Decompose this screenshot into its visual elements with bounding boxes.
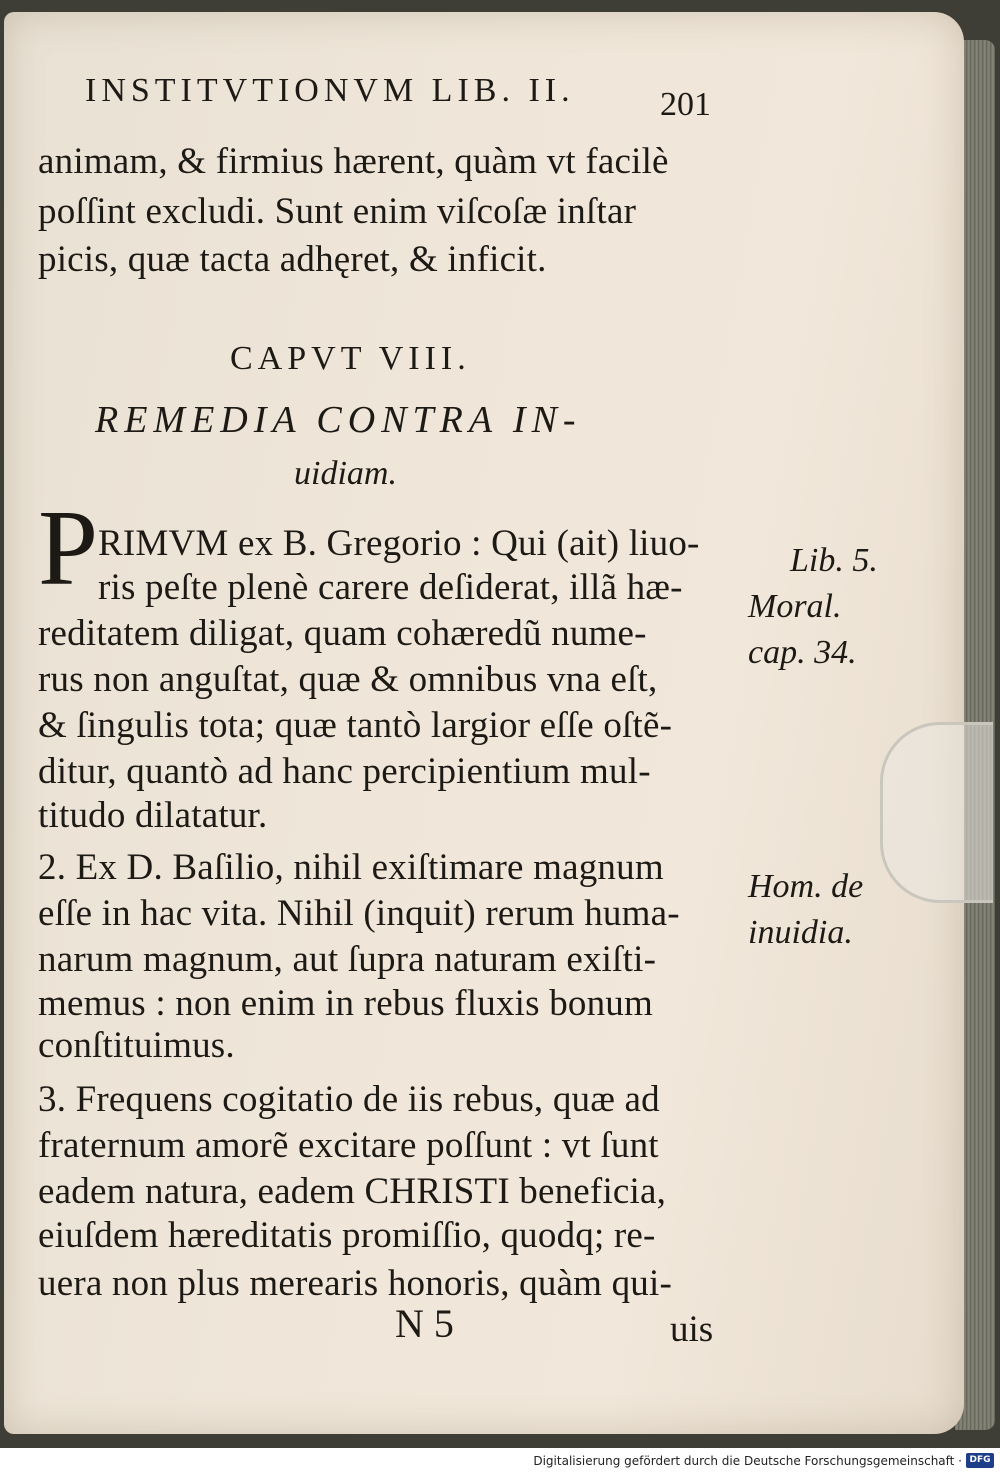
page-clip [880,722,993,903]
text-line: poſſint excludi. Sunt enim viſcoſæ inſtar [38,191,637,232]
text-line: eadem natura, eadem CHRISTI beneficia, [38,1171,667,1212]
text-line: & ſingulis tota; quæ tantò largior eſſe oſtẽ- [38,705,673,746]
chapter-heading: CAPVT VIII. [230,340,471,377]
funding-credit: Digitalisierung gefördert durch die Deutsche Forschungsgemeinschaft · [533,1454,962,1468]
margin-note-line: cap. 34. [748,634,857,671]
signature-mark: N 5 [395,1301,454,1346]
text-line: ris peſte plenè carere deſiderat, illã hæ- [98,567,683,608]
margin-note-line: Lib. 5. [790,542,878,579]
drop-capital: P [38,489,99,608]
chapter-title-line-1: REMEDIA CONTRA IN- [95,399,582,441]
text-line: reditatem diligat, quam cohæredũ nume- [38,613,647,654]
catchword: uis [670,1309,714,1350]
margin-note-line: inuidia. [748,914,853,951]
dfg-logo: DFG [966,1453,994,1468]
text-line: RIMVM ex B. Gregorio : Qui (ait) liuo- [98,523,700,564]
text-line: ditur, quantò ad hanc percipientium mul- [38,751,651,792]
text-line: rus non anguſtat, quæ & omnibus vna eſt, [38,659,658,700]
text-line: 2. Ex D. Baſilio, nihil exiſtimare magnum [38,847,664,888]
text-line: narum magnum, aut ſupra naturam exiſti- [38,939,657,980]
text-line: eiuſdem hæreditatis promiſſio, quodq; re- [38,1215,656,1256]
text-line: fraternum amorẽ excitare poſſunt : vt ſunt [38,1125,659,1166]
text-line: conſtituimus. [38,1025,235,1066]
margin-note-line: Moral. [748,588,842,625]
chapter-title-line-2: uidiam. [294,455,397,492]
text-line: uera non plus merearis honoris, quàm qui- [38,1263,672,1304]
text-line: titudo dilatatur. [38,795,268,836]
text-line: 3. Frequens cogitatio de iis rebus, quæ ad [38,1079,660,1120]
text-line: animam, & firmius hærent, quàm vt facilè [38,141,669,182]
running-head: INSTITVTIONVM LIB. II. [85,72,575,109]
footer-bar [0,1448,1000,1474]
margin-note-line: Hom. de [748,868,864,905]
text-line: eſſe in hac vita. Nihil (inquit) rerum huma- [38,893,680,934]
text-line: memus : non enim in rebus fluxis bonum [38,983,653,1024]
text-line: picis, quæ tacta adhęret, & inficit. [38,239,547,280]
page-number: 201 [660,86,711,123]
